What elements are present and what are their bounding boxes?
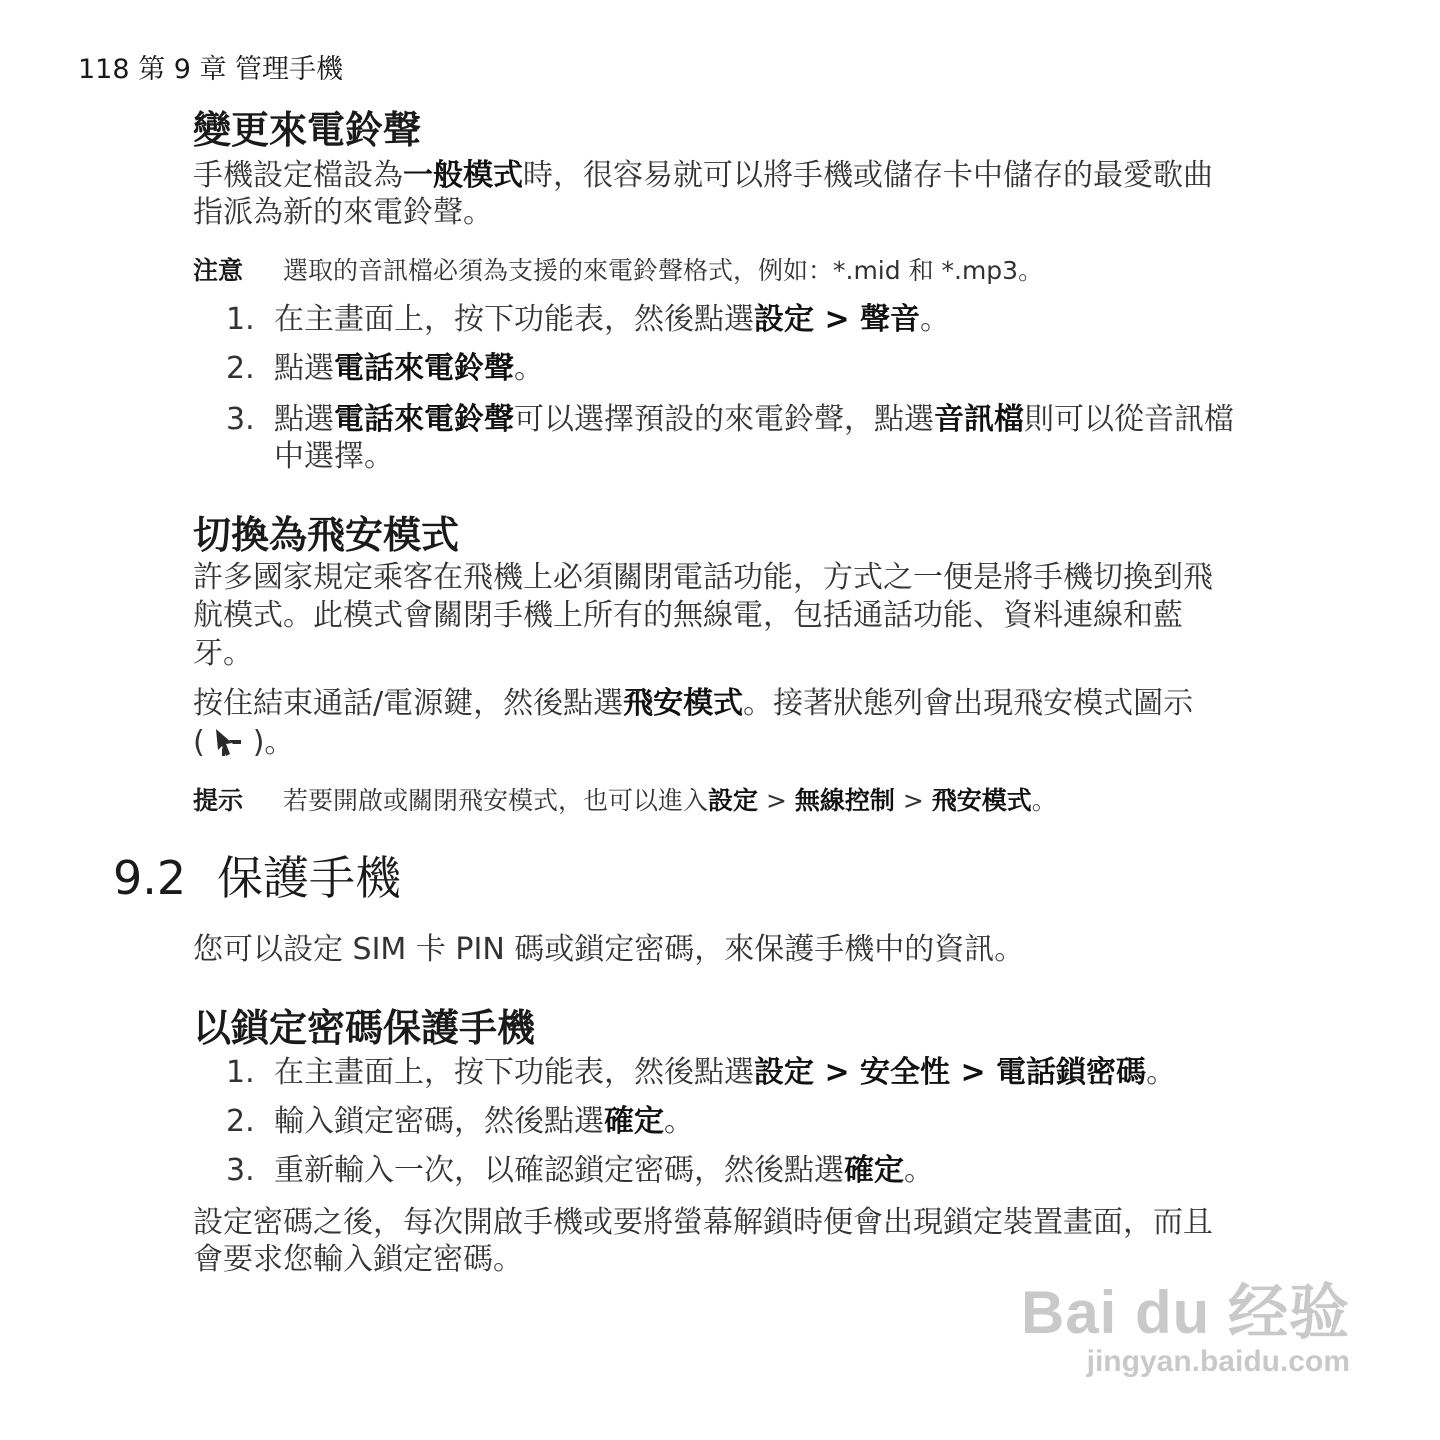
list-item: 2. 點選電話來電鈴聲。 (226, 351, 544, 386)
section-heading-9-2 (113, 850, 401, 906)
paragraph-ringtone-line1: 手機設定檔設為一般模式時，很容易就可以將手機或儲存卡中儲存的最愛歌曲 (193, 158, 1213, 193)
paragraph-airplane-line2: 航模式。此模式會關閉手機上所有的無線電，包括通話功能、資料連線和藍 (193, 598, 1183, 633)
list-item-continuation: 中選擇。 (274, 439, 394, 474)
list-item: 1. 在主畫面上，按下功能表，然後點選設定 > 安全性 > 電話鎖密碼。 (226, 1055, 1177, 1090)
heading-change-ringtone: 變更來電鈴聲 (193, 108, 422, 152)
note (193, 253, 1043, 289)
page-header: 118 第 9 章 管理手機 (78, 54, 344, 85)
list-item: 3. 點選電話來電鈴聲可以選擇預設的來電鈴聲，點選音訊檔則可以從音訊檔 (226, 402, 1234, 437)
list-item: 3. 重新輸入一次，以確認鎖定密碼，然後點選確定。 (226, 1153, 934, 1188)
note-label: 注意 (193, 256, 244, 285)
heading-airplane-mode: 切換為飛安模式 (193, 513, 460, 557)
note-text: 選取的音訊檔必須為支援的來電鈴聲格式，例如：*.mid 和 *.mp3。 (283, 256, 1044, 285)
paragraph-airplane-line1: 許多國家規定乘客在飛機上必須關閉電話功能，方式之一便是將手機切換到飛 (193, 560, 1213, 595)
airplane-icon (213, 726, 245, 758)
tip: 提示 若要開啟或關閉飛安模式，也可以進入設定 > 無線控制 > 飛安模式。 (193, 783, 1057, 819)
paragraph-airplane-line3: 牙。 (193, 636, 253, 671)
list-item: 1. 在主畫面上，按下功能表，然後點選設定 > 聲音。 (226, 302, 951, 337)
section-title: 保護手機 (217, 851, 401, 905)
section-number: 9.2 (113, 851, 187, 905)
list-item: 2. 輸入鎖定密碼，然後點選確定。 (226, 1104, 694, 1139)
baidu-watermark-url: jingyan.baidu.com (1086, 1345, 1350, 1378)
heading-lock-password: 以鎖定密碼保護手機 (193, 1006, 536, 1050)
paragraph-ringtone-line2: 指派為新的來電鈴聲。 (193, 195, 493, 230)
paragraph-protect-intro: 您可以設定 SIM 卡 PIN 碼或鎖定密碼，來保護手機中的資訊。 (193, 932, 1025, 967)
baidu-watermark-logo: Bai du 经验 (1020, 1279, 1350, 1346)
tip-label: 提示 (193, 786, 244, 815)
paragraph-lock-line2: 會要求您輸入鎖定密碼。 (193, 1242, 523, 1277)
paragraph-airplane-howto-line1: 按住結束通話/電源鍵，然後點選飛安模式。接著狀態列會出現飛安模式圖示 (193, 686, 1194, 721)
paragraph-airplane-howto-line2: ( )。 (193, 725, 295, 760)
paragraph-lock-line1: 設定密碼之後，每次開啟手機或要將螢幕解鎖時便會出現鎖定裝置畫面，而且 (193, 1205, 1213, 1240)
